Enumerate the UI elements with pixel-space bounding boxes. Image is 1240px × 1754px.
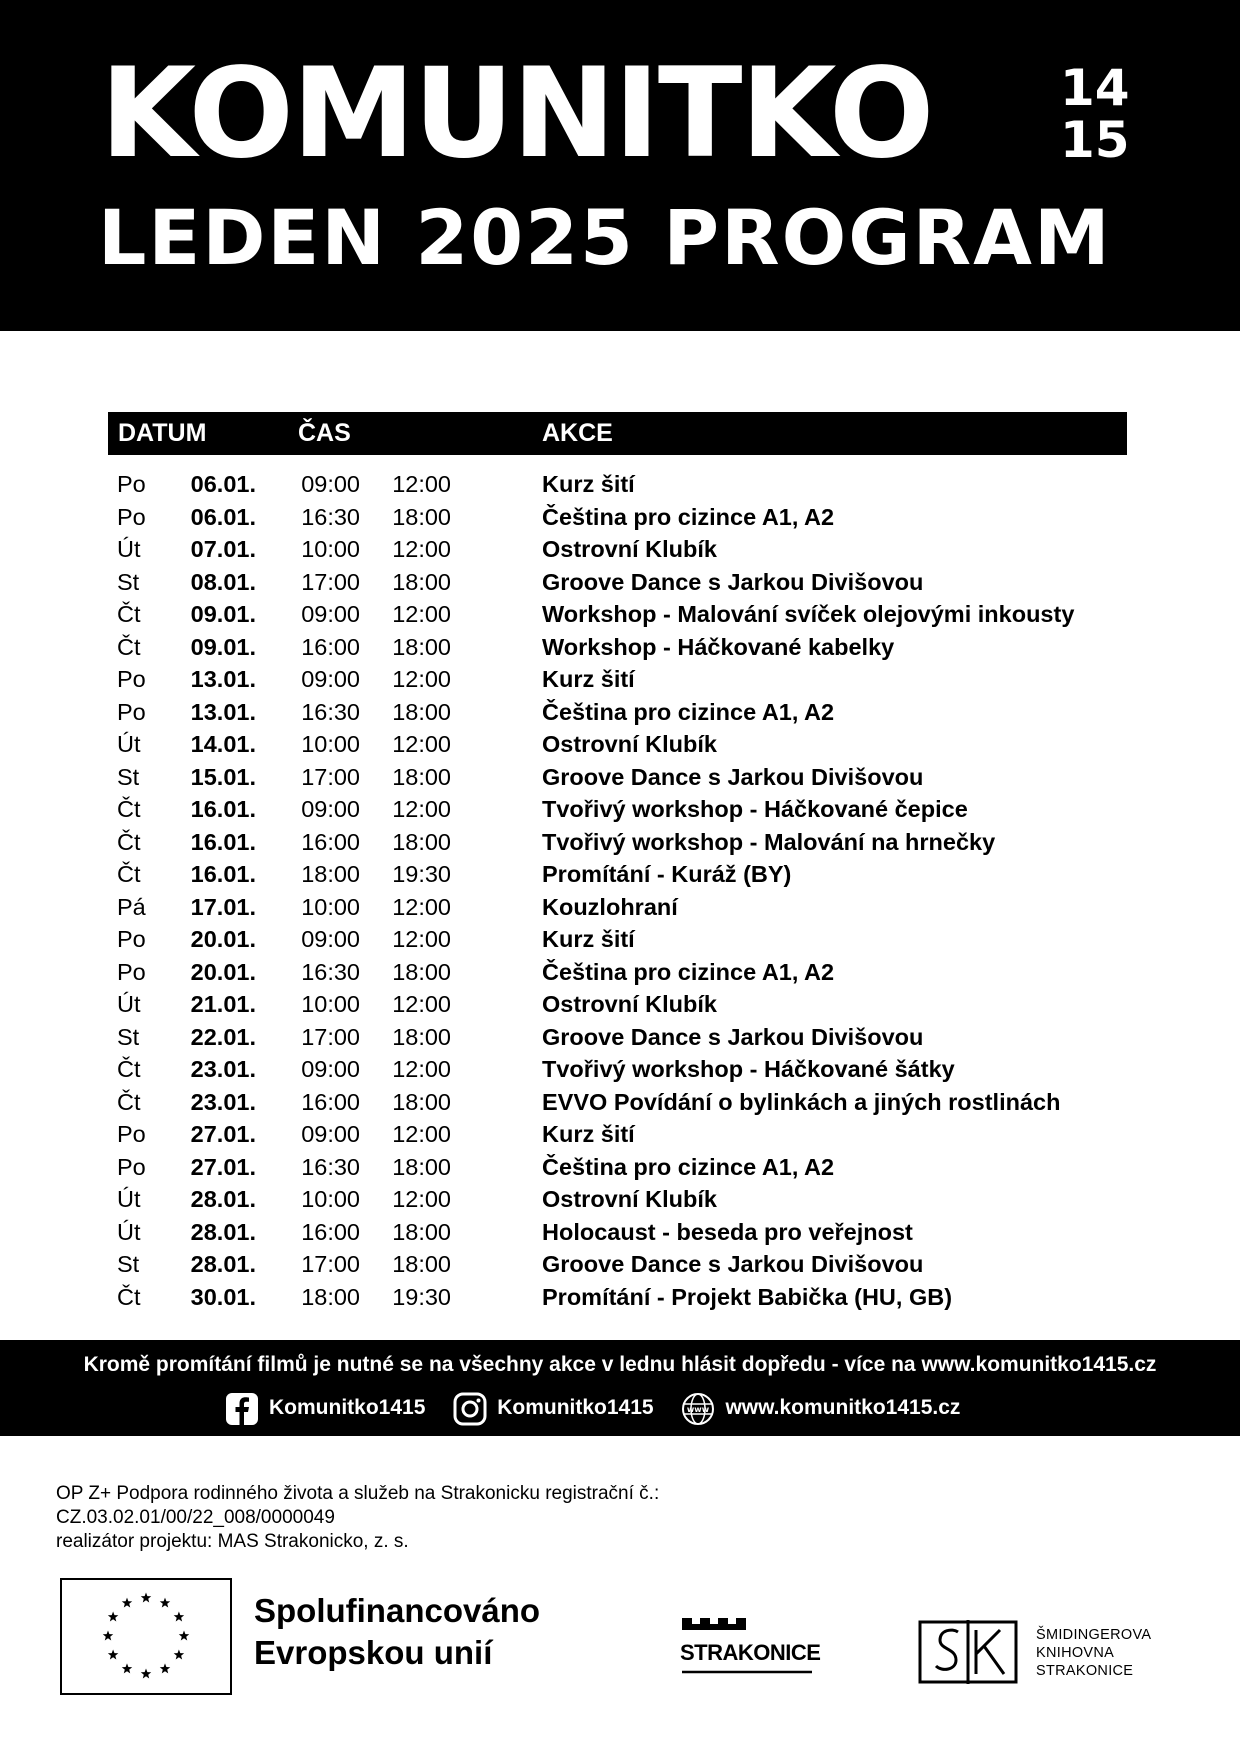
row-event: Tvořivý workshop - Háčkované čepice bbox=[542, 796, 968, 822]
eu-star-icon bbox=[160, 1598, 170, 1608]
table-row bbox=[0, 468, 1240, 501]
row-start-time: 16:30 bbox=[301, 503, 360, 530]
row-event: Kurz šití bbox=[542, 666, 635, 692]
row-event: Ostrovní Klubík bbox=[542, 991, 717, 1017]
row-date: 21.01. bbox=[190, 991, 256, 1017]
table-row bbox=[0, 923, 1240, 956]
row-start-time: 17:00 bbox=[301, 1023, 360, 1050]
row-date: 06.01. bbox=[190, 503, 256, 530]
row-date: 30.01. bbox=[190, 1283, 256, 1310]
page-title: LEDEN 2025 PROGRAM bbox=[98, 193, 1112, 282]
row-day: Po bbox=[117, 958, 146, 985]
table-row bbox=[0, 663, 1240, 696]
eu-star-icon bbox=[160, 1663, 170, 1673]
row-day: Po bbox=[117, 666, 146, 692]
social-links bbox=[225, 1390, 982, 1426]
eu-star-icon bbox=[174, 1650, 184, 1660]
row-end-time: 12:00 bbox=[392, 536, 451, 562]
table-row bbox=[0, 956, 1240, 989]
header-time: ČAS bbox=[298, 419, 351, 447]
table-row bbox=[0, 1086, 1240, 1119]
table-row bbox=[0, 566, 1240, 599]
row-date: 15.01. bbox=[190, 763, 256, 790]
row-end-time: 18:00 bbox=[392, 1153, 451, 1180]
row-start-time: 17:00 bbox=[301, 568, 360, 595]
row-event: Groove Dance s Jarkou Divišovou bbox=[542, 1023, 924, 1050]
row-day: St bbox=[117, 568, 140, 595]
row-end-time: 19:30 bbox=[392, 861, 451, 887]
row-start-time: 16:00 bbox=[301, 1088, 360, 1115]
row-date: 27.01. bbox=[190, 1121, 256, 1147]
library-logo-icon bbox=[918, 1618, 1020, 1686]
row-day: Po bbox=[117, 698, 146, 725]
table-row bbox=[0, 858, 1240, 891]
website-label: www.komunitko1415.cz bbox=[725, 1396, 961, 1420]
row-day: Út bbox=[117, 731, 141, 757]
row-start-time: 09:00 bbox=[301, 796, 360, 822]
row-day: Po bbox=[117, 503, 146, 530]
row-end-time: 18:00 bbox=[392, 1218, 451, 1245]
row-date: 08.01. bbox=[190, 568, 256, 595]
strakonice-logo: STRAKONICE bbox=[680, 1640, 821, 1665]
row-event: Kurz šití bbox=[542, 471, 635, 497]
row-start-time: 16:30 bbox=[301, 1153, 360, 1180]
row-date: 09.01. bbox=[190, 601, 256, 627]
eu-star-icon bbox=[108, 1612, 118, 1622]
row-start-time: 09:00 bbox=[301, 1121, 360, 1147]
row-date: 07.01. bbox=[190, 536, 256, 562]
row-day: Po bbox=[117, 471, 146, 497]
library-line-1: ŠMIDINGEROVA bbox=[1036, 1627, 1152, 1643]
library-line-3: STRAKONICE bbox=[1036, 1663, 1134, 1679]
table-row bbox=[0, 1183, 1240, 1216]
row-start-time: 16:00 bbox=[301, 633, 360, 660]
row-end-time: 12:00 bbox=[392, 731, 451, 757]
row-end-time: 12:00 bbox=[392, 471, 451, 497]
row-date: 28.01. bbox=[190, 1186, 256, 1212]
row-end-time: 18:00 bbox=[392, 1023, 451, 1050]
row-date: 09.01. bbox=[190, 633, 256, 660]
row-day: Pá bbox=[117, 893, 146, 920]
eu-line-2: Evropskou unií bbox=[254, 1634, 493, 1671]
row-end-time: 18:00 bbox=[392, 1251, 451, 1277]
row-event: Groove Dance s Jarkou Divišovou bbox=[542, 1251, 924, 1277]
row-end-time: 12:00 bbox=[392, 991, 451, 1017]
row-date: 14.01. bbox=[190, 731, 256, 757]
eu-star-icon bbox=[103, 1631, 113, 1641]
schedule-list bbox=[0, 468, 1240, 1313]
row-event: Workshop - Malování svíček olejovými inkousty bbox=[542, 601, 1075, 627]
row-day: Čt bbox=[117, 601, 141, 627]
row-end-time: 12:00 bbox=[392, 601, 451, 627]
table-row bbox=[0, 1021, 1240, 1054]
facebook-icon bbox=[225, 1392, 259, 1426]
row-event: Ostrovní Klubík bbox=[542, 731, 717, 757]
eu-star-icon bbox=[122, 1598, 132, 1608]
komunitko-logo: KOMUNITKO bbox=[100, 42, 933, 186]
row-date: 23.01. bbox=[190, 1056, 256, 1082]
row-start-time: 10:00 bbox=[301, 991, 360, 1017]
table-row bbox=[0, 1216, 1240, 1249]
row-day: Út bbox=[117, 1186, 141, 1212]
eu-star-icon bbox=[141, 1593, 151, 1603]
row-day: Po bbox=[117, 1121, 146, 1147]
row-event: Ostrovní Klubík bbox=[542, 1186, 717, 1212]
row-event: Čeština pro cizince A1, A2 bbox=[542, 503, 835, 530]
row-day: Čt bbox=[117, 828, 141, 855]
row-date: 13.01. bbox=[190, 666, 256, 692]
row-date: 06.01. bbox=[190, 471, 256, 497]
table-row bbox=[0, 1248, 1240, 1281]
header-event: AKCE bbox=[542, 419, 613, 447]
library-name bbox=[1036, 1626, 1151, 1680]
row-start-time: 17:00 bbox=[301, 1251, 360, 1277]
row-start-time: 10:00 bbox=[301, 536, 360, 562]
row-date: 17.01. bbox=[190, 893, 256, 920]
row-start-time: 18:00 bbox=[301, 1283, 360, 1310]
project-implementer: realizátor projektu: MAS Strakonicko, z. s. bbox=[56, 1531, 409, 1552]
registration-notice: Kromě promítání filmů je nutné se na všechny akce v lednu hlásit dopředu - více na www.komunitko1415.cz bbox=[83, 1353, 1157, 1376]
row-start-time: 10:00 bbox=[301, 893, 360, 920]
instagram-icon bbox=[453, 1392, 487, 1426]
website-link[interactable] bbox=[681, 1390, 960, 1426]
row-day: Čt bbox=[117, 861, 141, 887]
table-row bbox=[0, 1118, 1240, 1151]
row-event: EVVO Povídání o bylinkách a jiných rostlinách bbox=[542, 1088, 1061, 1115]
table-row bbox=[0, 891, 1240, 924]
row-date: 20.01. bbox=[190, 958, 256, 985]
www-icon bbox=[681, 1392, 715, 1426]
row-start-time: 16:00 bbox=[301, 1218, 360, 1245]
row-day: Út bbox=[117, 1218, 141, 1245]
row-end-time: 18:00 bbox=[392, 763, 451, 790]
row-end-time: 18:00 bbox=[392, 633, 451, 660]
row-date: 27.01. bbox=[190, 1153, 256, 1180]
eu-star-icon bbox=[141, 1669, 151, 1679]
row-day: Po bbox=[117, 926, 146, 952]
table-row bbox=[0, 826, 1240, 859]
row-end-time: 12:00 bbox=[392, 893, 451, 920]
row-start-time: 18:00 bbox=[301, 861, 360, 887]
svg-text:www: www bbox=[687, 1404, 710, 1414]
library-line-2: KNIHOVNA bbox=[1036, 1645, 1115, 1661]
row-event: Groove Dance s Jarkou Divišovou bbox=[542, 568, 924, 595]
header-banner bbox=[0, 0, 1240, 331]
funding-line: OP Z+ Podpora rodinného života a služeb na Strakonicku registrační č.: bbox=[56, 1483, 660, 1504]
row-event: Čeština pro cizince A1, A2 bbox=[542, 958, 835, 985]
row-end-time: 18:00 bbox=[392, 828, 451, 855]
table-row bbox=[0, 761, 1240, 794]
row-day: Čt bbox=[117, 1283, 141, 1310]
table-row bbox=[0, 728, 1240, 761]
row-end-time: 18:00 bbox=[392, 503, 451, 530]
row-start-time: 16:30 bbox=[301, 958, 360, 985]
row-date: 23.01. bbox=[190, 1088, 256, 1115]
row-end-time: 12:00 bbox=[392, 796, 451, 822]
row-date: 13.01. bbox=[190, 698, 256, 725]
row-day: Po bbox=[117, 1153, 146, 1180]
row-end-time: 12:00 bbox=[392, 1186, 451, 1212]
row-day: Út bbox=[117, 991, 141, 1017]
logo-number bbox=[1060, 59, 1130, 169]
row-day: Čt bbox=[117, 1056, 141, 1082]
row-event: Ostrovní Klubík bbox=[542, 536, 717, 562]
row-end-time: 12:00 bbox=[392, 666, 451, 692]
row-day: St bbox=[117, 763, 140, 790]
registration-number: CZ.03.02.01/00/22_008/0000049 bbox=[56, 1507, 335, 1528]
header-date: DATUM bbox=[118, 419, 207, 447]
eu-star-icon bbox=[108, 1650, 118, 1660]
table-row bbox=[0, 793, 1240, 826]
row-date: 16.01. bbox=[190, 828, 256, 855]
row-start-time: 17:00 bbox=[301, 763, 360, 790]
row-start-time: 09:00 bbox=[301, 471, 360, 497]
row-date: 20.01. bbox=[190, 926, 256, 952]
table-row bbox=[0, 696, 1240, 729]
row-event: Promítání - Kuráž (BY) bbox=[542, 861, 792, 887]
instagram-label: Komunitko1415 bbox=[497, 1396, 654, 1420]
row-date: 28.01. bbox=[190, 1218, 256, 1245]
eu-star-icon bbox=[122, 1663, 132, 1673]
row-event: Holocaust - beseda pro veřejnost bbox=[542, 1218, 913, 1245]
row-date: 16.01. bbox=[190, 861, 256, 887]
row-date: 28.01. bbox=[190, 1251, 256, 1277]
row-end-time: 12:00 bbox=[392, 926, 451, 952]
table-row bbox=[0, 533, 1240, 566]
row-start-time: 09:00 bbox=[301, 1056, 360, 1082]
row-event: Tvořivý workshop - Malování na hrnečky bbox=[542, 828, 996, 855]
row-start-time: 10:00 bbox=[301, 1186, 360, 1212]
table-row bbox=[0, 501, 1240, 534]
instagram-link[interactable] bbox=[453, 1390, 653, 1426]
row-event: Čeština pro cizince A1, A2 bbox=[542, 1153, 835, 1180]
row-end-time: 18:00 bbox=[392, 698, 451, 725]
row-event: Workshop - Háčkované kabelky bbox=[542, 633, 895, 660]
row-event: Tvořivý workshop - Háčkované šátky bbox=[542, 1056, 955, 1082]
footer-band bbox=[0, 1340, 1240, 1436]
row-end-time: 18:00 bbox=[392, 958, 451, 985]
row-end-time: 12:00 bbox=[392, 1056, 451, 1082]
table-row bbox=[0, 631, 1240, 664]
eu-cofinanced bbox=[254, 1590, 540, 1674]
row-event: Promítání - Projekt Babička (HU, GB) bbox=[542, 1283, 953, 1310]
row-end-time: 18:00 bbox=[392, 568, 451, 595]
logo-number-bottom: 15 bbox=[1060, 111, 1130, 169]
row-day: Čt bbox=[117, 1088, 141, 1115]
row-date: 16.01. bbox=[190, 796, 256, 822]
row-start-time: 16:30 bbox=[301, 698, 360, 725]
row-start-time: 09:00 bbox=[301, 926, 360, 952]
row-day: Čt bbox=[117, 633, 141, 660]
row-event: Kouzlohraní bbox=[542, 893, 678, 920]
funding-info bbox=[56, 1482, 659, 1554]
table-row bbox=[0, 1151, 1240, 1184]
table-row bbox=[0, 1053, 1240, 1086]
table-row bbox=[0, 598, 1240, 631]
facebook-label: Komunitko1415 bbox=[269, 1396, 426, 1420]
row-end-time: 19:30 bbox=[392, 1283, 451, 1310]
row-event: Groove Dance s Jarkou Divišovou bbox=[542, 763, 924, 790]
row-day: Čt bbox=[117, 796, 141, 822]
eu-star-icon bbox=[174, 1612, 184, 1622]
eu-line-1: Spolufinancováno bbox=[254, 1592, 541, 1629]
row-date: 22.01. bbox=[190, 1023, 256, 1050]
row-end-time: 12:00 bbox=[392, 1121, 451, 1147]
row-day: St bbox=[117, 1023, 140, 1050]
row-event: Kurz šití bbox=[542, 1121, 635, 1147]
row-start-time: 09:00 bbox=[301, 601, 360, 627]
row-event: Kurz šití bbox=[542, 926, 635, 952]
row-day: St bbox=[117, 1251, 140, 1277]
eu-stars-icon bbox=[62, 1580, 230, 1693]
table-header bbox=[108, 412, 1127, 455]
table-row bbox=[0, 988, 1240, 1021]
row-start-time: 10:00 bbox=[301, 731, 360, 757]
row-event: Čeština pro cizince A1, A2 bbox=[542, 698, 835, 725]
row-day: Út bbox=[117, 536, 141, 562]
facebook-link[interactable] bbox=[225, 1390, 425, 1426]
eu-flag bbox=[60, 1578, 232, 1695]
row-start-time: 16:00 bbox=[301, 828, 360, 855]
row-start-time: 09:00 bbox=[301, 666, 360, 692]
logo-number-top: 14 bbox=[1060, 59, 1130, 117]
eu-star-icon bbox=[179, 1631, 189, 1641]
table-row bbox=[0, 1281, 1240, 1314]
row-end-time: 18:00 bbox=[392, 1088, 451, 1115]
